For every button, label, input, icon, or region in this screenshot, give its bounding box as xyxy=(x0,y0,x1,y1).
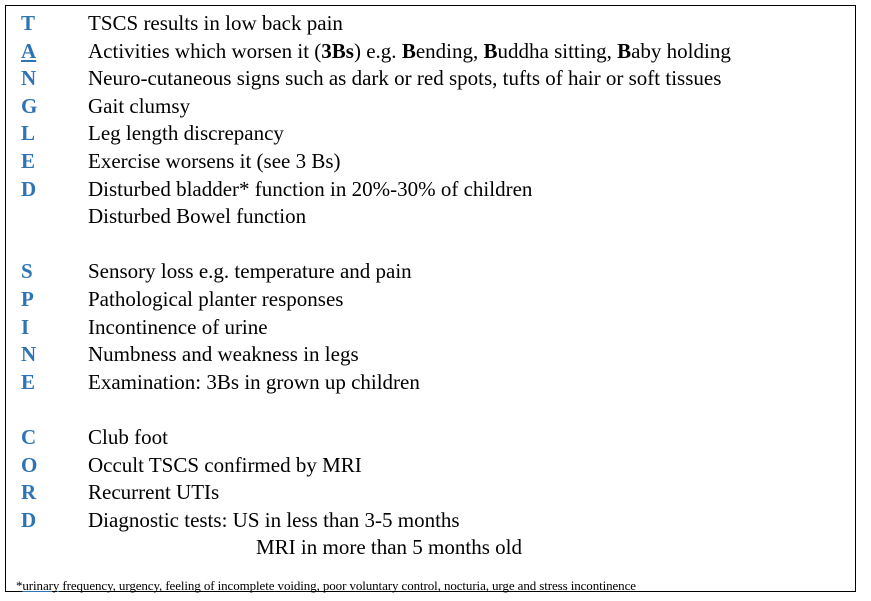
mnemonic-letter: D xyxy=(21,507,37,532)
mnemonic-text: Examination: 3Bs in grown up children xyxy=(88,369,420,394)
mnemonic-letter: G xyxy=(21,93,38,118)
mnemonic-text: Club foot xyxy=(88,425,168,449)
bold-segment: B xyxy=(483,38,498,63)
mnemonic-table-frame xyxy=(5,5,856,592)
footnote-marker: * xyxy=(16,578,23,593)
mnemonic-text: TSCS results in low back pain xyxy=(88,11,343,35)
mnemonic-text: Recurrent UTIs xyxy=(88,480,220,505)
mnemonic-letter: L xyxy=(21,121,36,146)
mnemonic-text: Disturbed bladder* function in 20%-30% of children xyxy=(88,176,533,201)
text-segment: uddha sitting, xyxy=(497,38,618,63)
mnemonic-text: MRI in more than 5 months old xyxy=(256,535,522,560)
footnote xyxy=(16,578,636,594)
text-segment: aby holding xyxy=(631,38,731,63)
mnemonic-letter: I xyxy=(21,314,30,339)
bold-segment: B xyxy=(617,38,632,63)
mnemonic-text: Occult TSCS confirmed by MRI xyxy=(88,452,362,477)
mnemonic-letter: O xyxy=(21,452,38,477)
mnemonic-text xyxy=(88,38,731,65)
mnemonic-letter: A xyxy=(21,38,37,63)
text-segment: ) e.g. xyxy=(353,38,402,63)
mnemonic-letter: E xyxy=(21,369,36,394)
mnemonic-letter: P xyxy=(21,287,34,311)
mnemonic-letter: E xyxy=(21,149,36,173)
mnemonic-letter: D xyxy=(21,176,37,201)
mnemonic-letter: R xyxy=(21,480,37,505)
mnemonic-letter: N xyxy=(21,342,37,367)
mnemonic-letter: N xyxy=(21,66,37,91)
footnote-link[interactable]: urinary xyxy=(22,578,60,593)
bold-segment: B xyxy=(401,38,416,63)
mnemonic-text: Diagnostic tests: US in less than 3-5 months xyxy=(88,507,460,532)
mnemonic-text: Sensory loss e.g. temperature and pain xyxy=(88,259,412,284)
mnemonic-text: Leg length discrepancy xyxy=(88,121,284,146)
mnemonic-text: Numbness and weakness in legs xyxy=(88,342,359,367)
text-segment: Activities which worsen it ( xyxy=(88,38,322,63)
mnemonic-text: Neuro-cutaneous signs such as dark or red spots, tufts of hair or soft tissues xyxy=(88,66,722,91)
mnemonic-letter: S xyxy=(21,259,33,284)
mnemonic-letter: T xyxy=(21,11,36,35)
mnemonic-letter: C xyxy=(21,425,37,449)
mnemonic-text: Exercise worsens it (see 3 Bs) xyxy=(88,149,341,173)
mnemonic-text: Pathological planter responses xyxy=(88,287,344,311)
mnemonic-text: Incontinence of urine xyxy=(88,314,268,339)
text-segment: ending, xyxy=(415,38,484,63)
mnemonic-text: Disturbed Bowel function xyxy=(88,204,307,229)
footnote-text: frequency, urgency, feeling of incomplete voiding, poor voluntary control, nocturia, urge and stress incontinence xyxy=(59,578,636,593)
mnemonic-text: Gait clumsy xyxy=(88,93,191,118)
bold-segment: 3Bs xyxy=(321,38,354,63)
